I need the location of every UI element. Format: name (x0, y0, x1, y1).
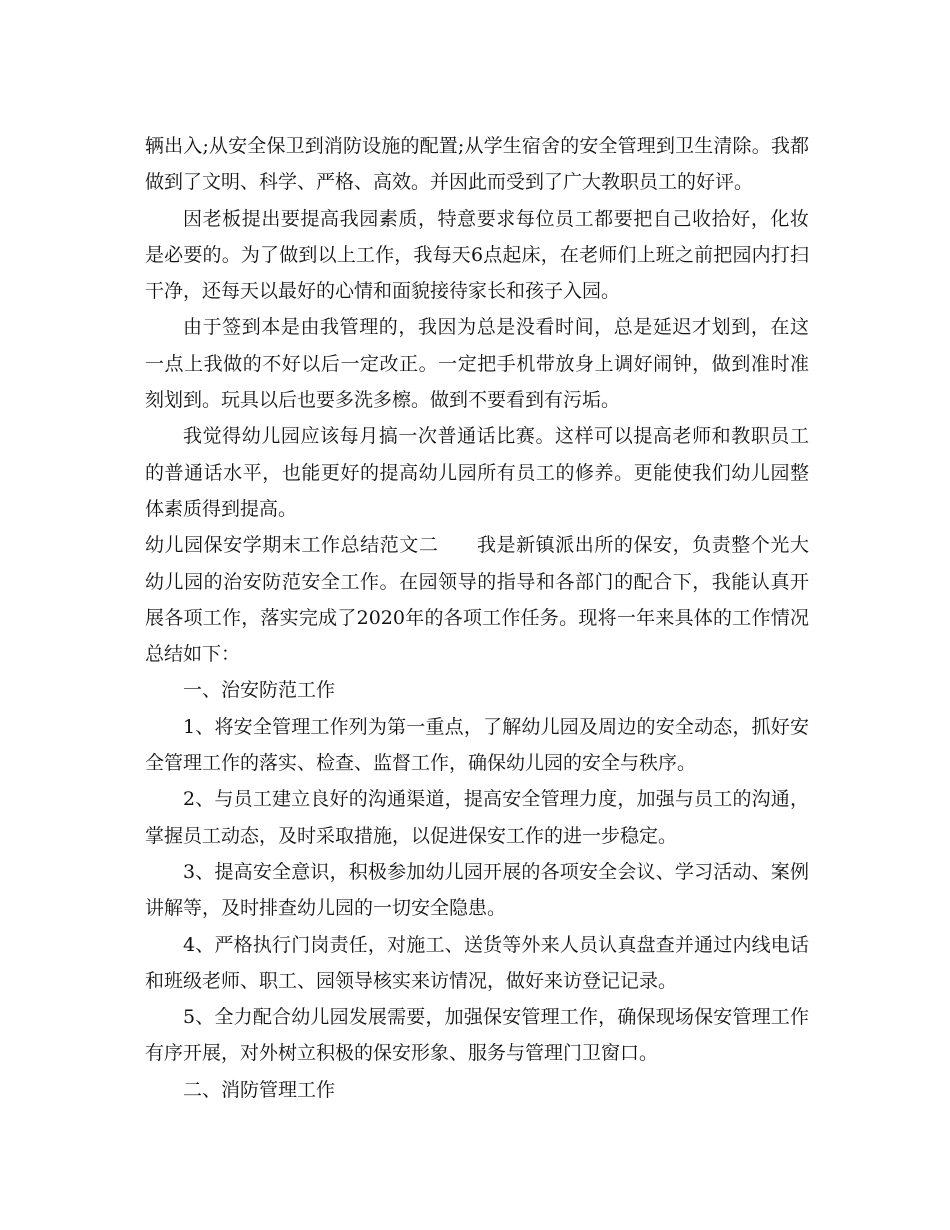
heading-security: 一、治安防范工作 (183, 679, 336, 702)
list-item-1: 1、将安全管理工作列为第一重点，了解幼儿园及周边的安全动态，抓好安全管理工作的落实、检查、监督工作，确保幼儿园的安全与秩序。 (145, 715, 809, 775)
heading-fire: 二、消防管理工作 (183, 1078, 336, 1101)
list-item-5: 5、全力配合幼儿园发展需要，加强保安管理工作，确保现场保安管理工作有序开展，对外树立积极的保安形象、服务与管理门卫窗口。 (145, 1006, 809, 1065)
list-item-2: 2、与员工建立良好的沟通渠道，提高安全管理力度，加强与员工的沟通，掌握员工动态，及时采取措施，以促进保安工作的进一步稳定。 (145, 788, 809, 847)
section-paragraph (145, 527, 809, 672)
list-item-4: 4、严格执行门岗责任，对施工、送货等外来人员认真盘查并通过内线电话和班级老师、职工、园领导核实来访情况，做好来访登记记录。 (145, 933, 809, 992)
paragraph-1: 辆出入;从安全保卫到消防设施的配置;从学生宿舍的安全管理到卫生清除。我都做到了文明、科学、严格、高效。并因此而受到了广大教职员工的好评。 (145, 135, 809, 194)
section-intro: 我是新镇派出所的保安，负责整个光大幼儿园的治安防范安全工作。在园领导的指导和各部门的配合下，我能认真开展各项工作，落实完成了2020年的各项工作任务。现将一年来具体的工作情况总结如下： (145, 534, 809, 666)
paragraph-4: 我觉得幼儿园应该每月搞一次普通话比赛。这样可以提高老师和教职员工的普通话水平，也能更好的提高幼儿园所有员工的修养。更能使我们幼儿园整体素质得到提高。 (145, 425, 809, 520)
list-item-3: 3、提高安全意识，积极参加幼儿园开展的各项安全会议、学习活动、案例讲解等，及时排查幼儿园的一切安全隐患。 (145, 860, 809, 920)
document-body (145, 128, 809, 1108)
paragraph-3: 由于签到本是由我管理的，我因为总是没看时间，总是延迟才划到，在这一点上我做的不好以后一定改正。一定把手机带放身上调好闹钟，做到准时准刻划到。玩具以后也要多洗多檫。做到不要看到有污垢。 (145, 316, 809, 412)
section-title: 幼儿园保安学期末工作总结范文二 (145, 534, 439, 557)
paragraph-2: 因老板提出要提高我园素质，特意要求每位员工都要把自己收拾好，化妆是必要的。为了做到以上工作，我每天6点起床，在老师们上班之前把园内打扫干净，还每天以最好的心情和面貌接待家长和孩子入园。 (145, 207, 809, 303)
